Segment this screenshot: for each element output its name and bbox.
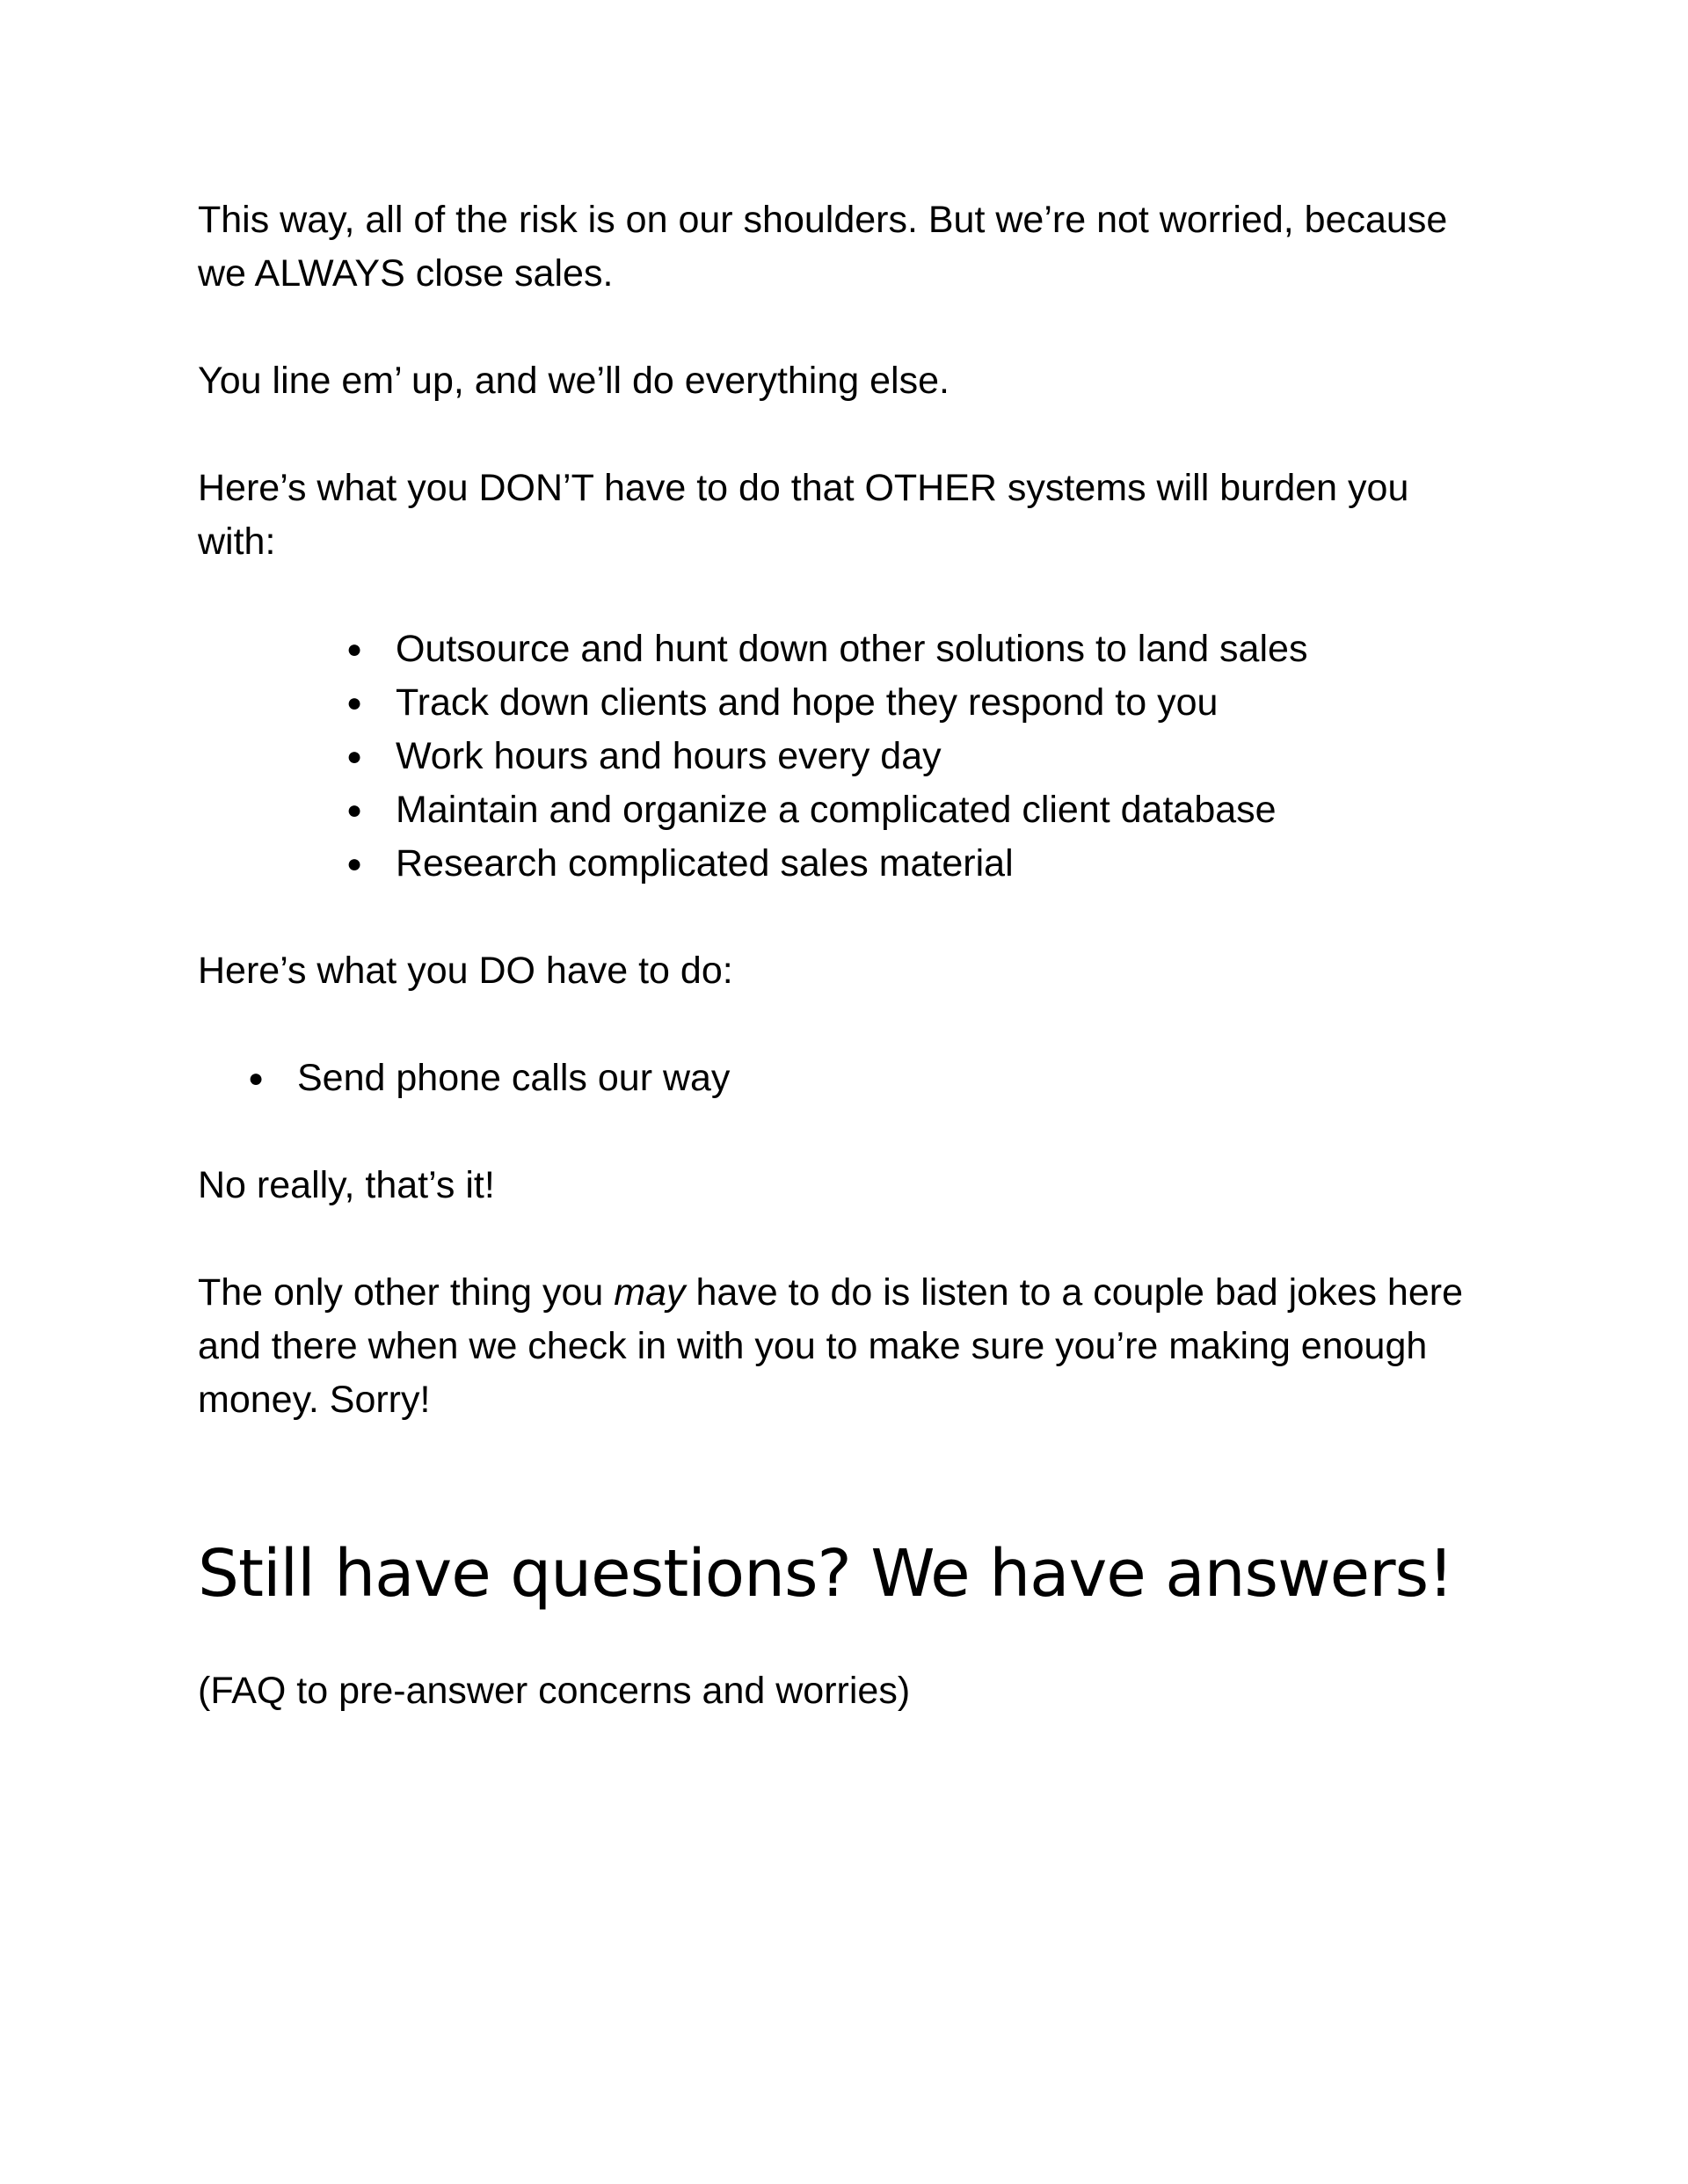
emphasis-may: may [614, 1271, 686, 1314]
document-page [198, 193, 1490, 1772]
do-intro-paragraph: Here’s what you DO have to do: [198, 950, 733, 992]
bullet-icon: ● [346, 688, 363, 717]
dont-intro-paragraph: Here’s what you DON’T have to do that OTHER systems will burden you with: [198, 467, 1409, 563]
bullet-icon: ● [346, 849, 363, 878]
bullet-icon: ● [346, 796, 363, 825]
thats-it-paragraph: No really, that’s it! [198, 1164, 495, 1206]
risk-paragraph: This way, all of the risk is on our shoulders. But we’re not worried, because we ALWAYS close sales. [198, 199, 1448, 295]
bullet-icon: ● [248, 1064, 265, 1093]
list-item: ● Track down clients and hope they respond to you [396, 676, 1490, 730]
faq-heading: Still have questions? We have answers! [198, 1536, 1453, 1612]
list-item: ● Research complicated sales material [396, 837, 1490, 891]
bad-jokes-paragraph: The only other thing you may have to do is listen to a couple bad jokes here and there when we check in with you to make sure you’re making enough money. Sorry! [198, 1271, 1463, 1421]
dont-list [198, 622, 1490, 891]
faq-note-paragraph: (FAQ to pre-answer concerns and worries) [198, 1670, 911, 1712]
list-item: ● Send phone calls our way [297, 1052, 1490, 1105]
line-em-up-paragraph: You line em’ up, and we’ll do everything else. [198, 360, 950, 402]
list-item: ● Work hours and hours every day [396, 730, 1490, 783]
bullet-icon: ● [346, 635, 363, 664]
list-item: ● Maintain and organize a complicated client database [396, 783, 1490, 837]
list-item: ● Outsource and hunt down other solutions to land sales [396, 622, 1490, 676]
bullet-icon: ● [346, 742, 363, 771]
do-list [198, 1052, 1490, 1105]
